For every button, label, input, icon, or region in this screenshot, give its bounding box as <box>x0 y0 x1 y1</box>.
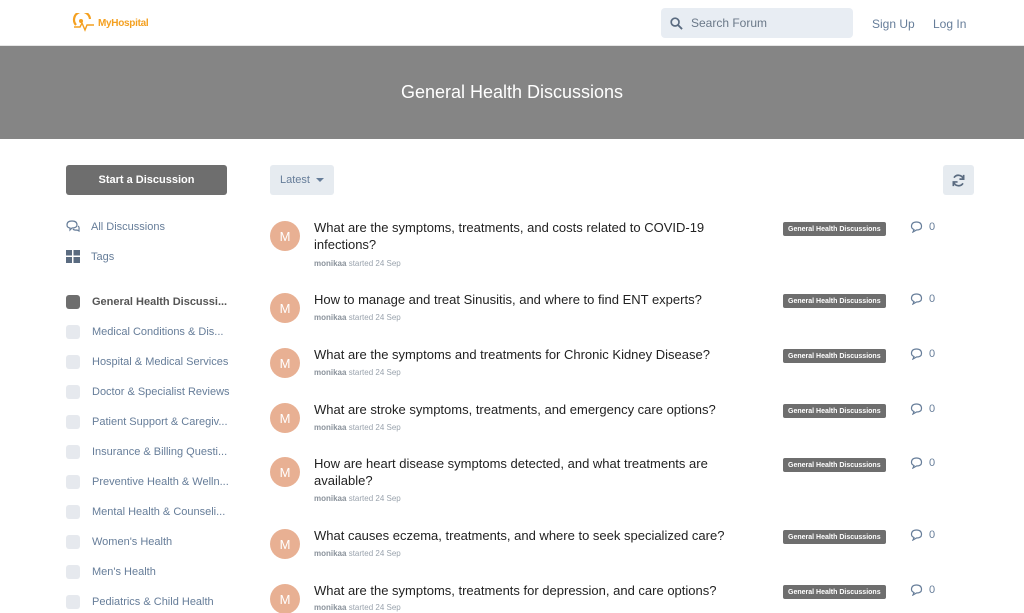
tag-label: Medical Conditions & Dis... <box>92 326 224 338</box>
comment-icon <box>910 457 923 469</box>
tag-item-patient-support[interactable] <box>66 415 228 429</box>
hero-banner <box>0 46 1024 139</box>
page-title: General Health Discussions <box>400 82 624 102</box>
discussion-meta <box>314 259 401 268</box>
started-date: started 24 Sep <box>348 423 401 432</box>
avatar[interactable]: M <box>270 403 300 433</box>
site-logo[interactable] <box>72 13 148 33</box>
tag-item-mental-health[interactable] <box>66 505 225 519</box>
tag-label: Pediatrics & Child Health <box>92 596 214 608</box>
tag-badge[interactable]: General Health Discussions <box>783 404 886 418</box>
tag-label: Insurance & Billing Questi... <box>92 446 228 458</box>
tag-badge[interactable]: General Health Discussions <box>783 349 886 363</box>
discussion-meta <box>314 549 401 558</box>
comment-icon <box>910 403 923 415</box>
search-box[interactable] <box>661 8 853 38</box>
tag-badge[interactable]: General Health Discussions <box>783 458 886 472</box>
discussion-title[interactable]: What are the symptoms, treatments, and costs related to COVID-19 infections? <box>314 220 705 252</box>
logo-text: MyHospital <box>98 17 149 29</box>
reply-count <box>910 293 935 305</box>
started-date: started 24 Sep <box>348 603 401 612</box>
discussion-meta <box>314 494 401 503</box>
tag-item-general-health[interactable] <box>66 295 227 309</box>
avatar[interactable]: M <box>270 584 300 613</box>
tag-label: General Health Discussi... <box>92 296 228 308</box>
reply-count-value: 0 <box>929 403 936 415</box>
avatar[interactable]: M <box>270 529 300 559</box>
tag-badge[interactable]: General Health Discussions <box>783 530 886 544</box>
reply-count-value: 0 <box>929 221 936 233</box>
tag-label: Doctor & Specialist Reviews <box>92 386 230 398</box>
tag-color-swatch <box>66 535 80 549</box>
tag-badge[interactable]: General Health Discussions <box>783 585 886 599</box>
tag-item-hospital-services[interactable] <box>66 355 228 369</box>
tag-color-swatch <box>66 505 80 519</box>
discussion-meta <box>314 603 401 612</box>
grid-icon <box>66 250 80 263</box>
nav-label: Tags <box>91 250 115 263</box>
refresh-button[interactable] <box>943 165 974 195</box>
tag-item-doctor-reviews[interactable] <box>66 385 230 399</box>
login-link[interactable]: Log In <box>933 17 967 31</box>
tag-item-mens-health[interactable] <box>66 565 156 579</box>
tag-color-swatch <box>66 475 80 489</box>
author-name[interactable]: monikaa <box>314 603 347 612</box>
nav-label: All Discussions <box>91 220 165 233</box>
reply-count-value: 0 <box>929 584 936 596</box>
heartbeat-logo-icon <box>72 13 96 33</box>
reply-count <box>910 529 935 541</box>
tag-color-swatch <box>66 385 80 399</box>
tag-item-preventive-health[interactable] <box>66 475 229 489</box>
started-date: started 24 Sep <box>348 549 401 558</box>
reply-count <box>910 348 935 360</box>
tag-label: Men's Health <box>92 566 156 578</box>
started-date: started 24 Sep <box>348 368 401 377</box>
avatar[interactable]: M <box>270 457 300 487</box>
author-name[interactable]: monikaa <box>314 494 347 503</box>
reply-count <box>910 403 935 415</box>
tag-item-pediatrics[interactable] <box>66 595 214 609</box>
tag-item-medical-conditions[interactable] <box>66 325 223 339</box>
discussion-meta <box>314 423 401 432</box>
avatar[interactable]: M <box>270 221 300 251</box>
avatar[interactable]: M <box>270 293 300 323</box>
tag-label: Women's Health <box>92 536 173 548</box>
discussion-title[interactable]: How are heart disease symptoms detected, and what treatments are available? <box>314 456 708 488</box>
discussion-title[interactable]: What are stroke symptoms, treatments, and emergency care options? <box>314 402 716 417</box>
reply-count-value: 0 <box>929 348 936 360</box>
author-name[interactable]: monikaa <box>314 313 347 322</box>
discussion-meta <box>314 368 401 377</box>
top-header <box>0 0 1024 46</box>
comment-icon <box>910 221 923 233</box>
search-input[interactable] <box>691 16 841 30</box>
tag-label: Preventive Health & Welln... <box>92 476 229 488</box>
tag-color-swatch <box>66 565 80 579</box>
comment-icon <box>910 293 923 305</box>
reply-count <box>910 584 935 596</box>
tag-badge[interactable]: General Health Discussions <box>783 222 886 236</box>
discussion-title[interactable]: How to manage and treat Sinusitis, and where to find ENT experts? <box>314 292 702 307</box>
author-name[interactable]: monikaa <box>314 368 347 377</box>
sort-dropdown[interactable] <box>270 165 334 195</box>
author-name[interactable]: monikaa <box>314 259 347 268</box>
comment-icon <box>910 584 923 596</box>
reply-count <box>910 457 935 469</box>
tag-color-swatch <box>66 325 80 339</box>
sort-label: Latest <box>280 174 310 186</box>
reply-count <box>910 221 935 233</box>
reply-count-value: 0 <box>929 457 936 469</box>
started-date: started 24 Sep <box>348 259 401 268</box>
avatar[interactable]: M <box>270 348 300 378</box>
tag-badge[interactable]: General Health Discussions <box>783 294 886 308</box>
comment-icon <box>910 529 923 541</box>
tag-color-swatch <box>66 445 80 459</box>
comment-icon <box>910 348 923 360</box>
discussion-title[interactable]: What are the symptoms and treatments for Chronic Kidney Disease? <box>314 347 710 362</box>
tag-label: Hospital & Medical Services <box>92 356 229 368</box>
tag-item-insurance-billing[interactable] <box>66 445 227 459</box>
tag-color-swatch <box>66 415 80 429</box>
refresh-icon <box>951 173 966 188</box>
nav-tags[interactable] <box>66 250 114 263</box>
started-date: started 24 Sep <box>348 313 401 322</box>
reply-count-value: 0 <box>929 293 936 305</box>
discussion-title[interactable]: What are the symptoms, treatments for depression, and care options? <box>314 583 717 598</box>
author-name[interactable]: monikaa <box>314 549 347 558</box>
discussion-meta <box>314 313 401 322</box>
start-discussion-button[interactable]: Start a Discussion <box>66 165 227 195</box>
author-name[interactable]: monikaa <box>314 423 347 432</box>
tag-color-swatch <box>66 595 80 609</box>
caret-down-icon <box>316 178 324 182</box>
started-date: started 24 Sep <box>348 494 401 503</box>
reply-count-value: 0 <box>929 529 936 541</box>
signup-link[interactable]: Sign Up <box>872 17 915 31</box>
tag-label: Patient Support & Caregiv... <box>92 416 228 428</box>
discussion-title[interactable]: What causes eczema, treatments, and where to seek specialized care? <box>314 528 725 543</box>
tag-color-swatch <box>66 295 80 309</box>
chat-bubbles-icon <box>66 220 80 233</box>
search-icon <box>670 17 683 30</box>
tag-item-womens-health[interactable] <box>66 535 172 549</box>
nav-all-discussions[interactable] <box>66 220 165 233</box>
tag-label: Mental Health & Counseli... <box>92 506 226 518</box>
tag-color-swatch <box>66 355 80 369</box>
